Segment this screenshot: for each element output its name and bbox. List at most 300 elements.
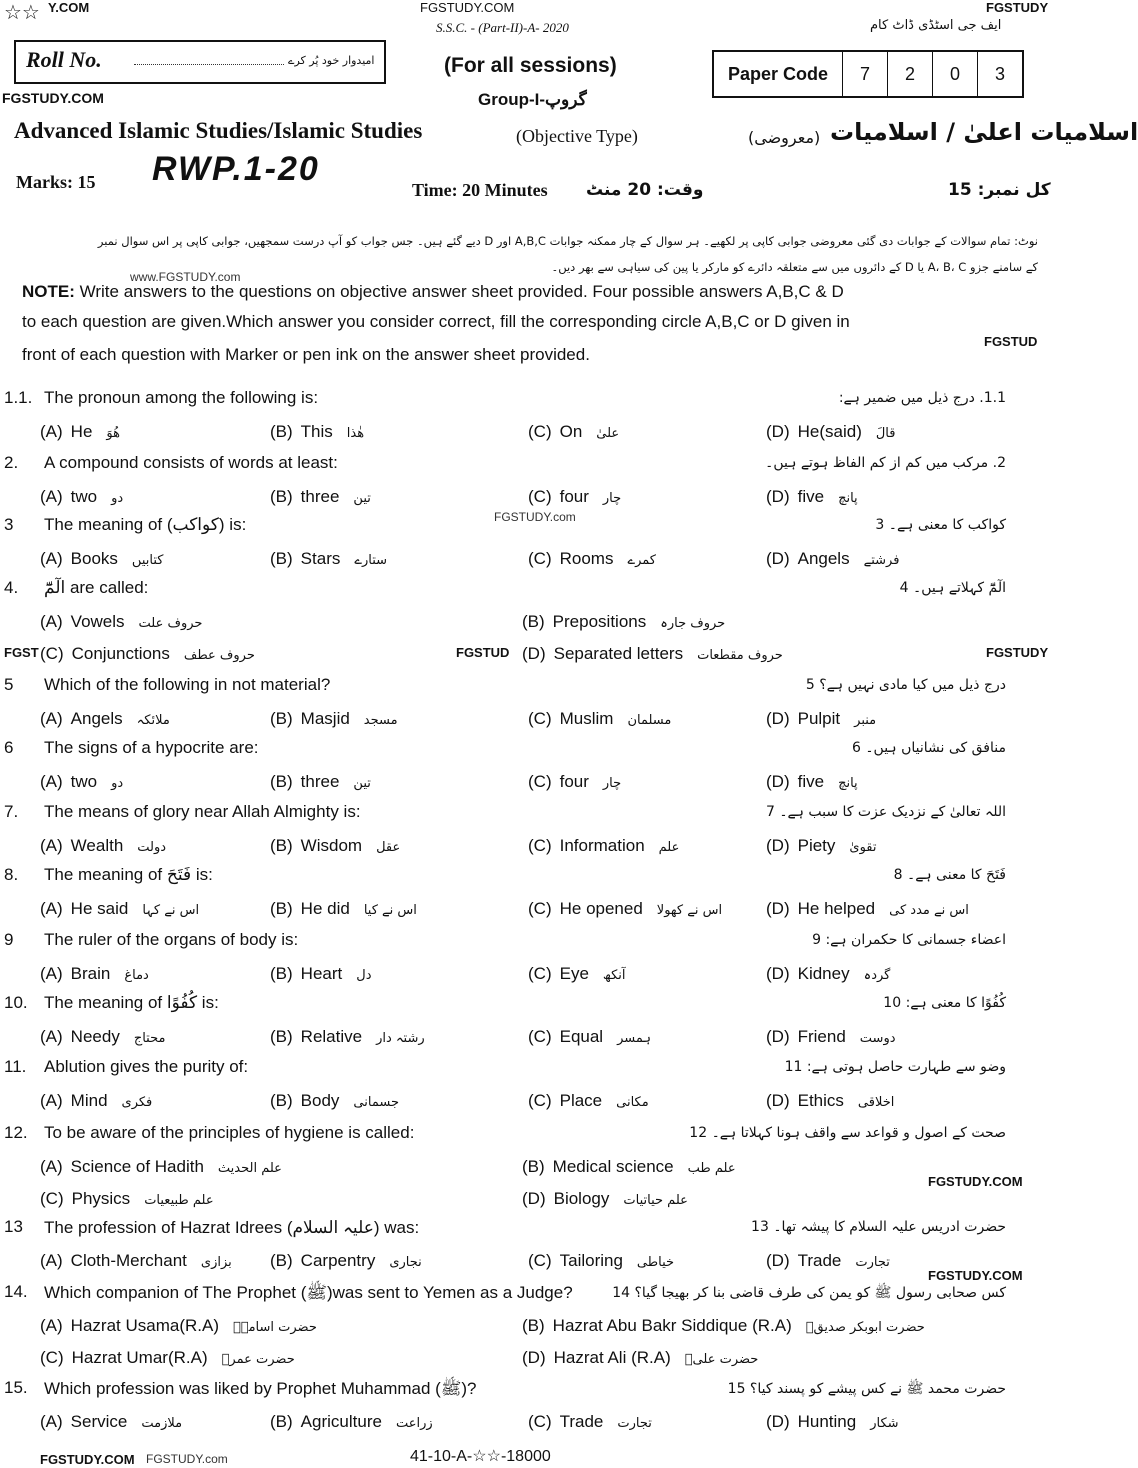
option-text: Carpentry bbox=[300, 1251, 376, 1270]
question-urdu: وضو سے طہارت حاصل ہوتی ہے: 11 bbox=[784, 1059, 1006, 1075]
question-text: The means of glory near Allah Almighty is: bbox=[44, 802, 361, 821]
option-b[interactable] bbox=[270, 772, 371, 792]
option-text: Service bbox=[70, 1412, 128, 1431]
option-text: Ethics bbox=[797, 1091, 844, 1110]
option-text: three bbox=[300, 487, 340, 506]
option-urdu: اس نے کیا bbox=[363, 903, 417, 918]
option-urdu: دو bbox=[111, 776, 124, 791]
option-d[interactable] bbox=[522, 1348, 758, 1368]
time: Time: 20 Minutes bbox=[412, 180, 548, 200]
option-urdu: حضرت عمرؓ bbox=[221, 1352, 295, 1367]
option-label: (D) bbox=[766, 772, 790, 791]
option-urdu: تقویٰ bbox=[849, 840, 877, 855]
option-a[interactable] bbox=[40, 422, 120, 442]
question-number: 4. bbox=[4, 578, 19, 597]
option-a[interactable] bbox=[40, 1091, 152, 1111]
roll-urdu: امیدوار خود پُر کرے bbox=[288, 54, 375, 67]
option-c[interactable] bbox=[40, 644, 255, 664]
option-urdu: تین bbox=[353, 491, 371, 506]
question-text: The signs of a hypocrite are: bbox=[44, 738, 259, 757]
option-text: He(said) bbox=[797, 422, 862, 441]
notice-urdu-1: نوٹ: تمام سوالات کے جوابات دی گئی معروضی جوابی کاپی پر لکھیے۔ ہر سوال کے چار ممکنہ جوابات A,B,C اور D دیے گئے ہیں۔ جس جواب کو آپ درست سمجھیں، جوابی کاپی پر اس سوال نمبر bbox=[97, 234, 1038, 248]
option-c[interactable] bbox=[40, 1189, 214, 1209]
watermark-notice: www.FGSTUDY.com bbox=[130, 270, 241, 284]
question-number: 5 bbox=[4, 675, 14, 694]
option-d[interactable] bbox=[766, 709, 876, 729]
roll-blank[interactable] bbox=[134, 64, 284, 65]
option-text: Hazrat Ali (R.A) bbox=[553, 1348, 671, 1367]
option-text: Trade bbox=[797, 1251, 842, 1270]
option-text: five bbox=[797, 487, 825, 506]
option-b[interactable] bbox=[270, 709, 398, 729]
paper-title: Advanced Islamic Studies/Islamic Studies bbox=[14, 118, 423, 143]
option-text: Hazrat Umar(R.A) bbox=[71, 1348, 208, 1367]
option-label: (A) bbox=[40, 1316, 63, 1335]
option-label: (A) bbox=[40, 1091, 63, 1110]
option-c[interactable] bbox=[528, 899, 722, 919]
option-urdu: دل bbox=[356, 968, 372, 983]
option-urdu: دماغ bbox=[124, 968, 149, 983]
watermark-right-notice: FGSTUD bbox=[984, 334, 1038, 349]
option-label: (A) bbox=[40, 964, 63, 983]
option-urdu: منبر bbox=[854, 713, 877, 728]
option-d[interactable] bbox=[522, 1189, 688, 1209]
option-urdu: پانچ bbox=[838, 776, 858, 791]
option-label: (B) bbox=[270, 709, 293, 728]
option-text: two bbox=[70, 772, 98, 791]
option-label: (C) bbox=[528, 1412, 552, 1431]
option-urdu: عقل bbox=[376, 840, 401, 855]
option-text: Trade bbox=[559, 1412, 604, 1431]
option-c[interactable] bbox=[528, 549, 656, 569]
question-text: الٓمّٓ are called: bbox=[44, 578, 149, 597]
option-urdu: حروف مقطعات bbox=[697, 648, 783, 663]
option-text: four bbox=[559, 772, 589, 791]
watermark-top-center: FGSTUDY.COM bbox=[420, 0, 515, 15]
question-text: Which companion of The Prophet (ﷺ)was sent to Yemen as a Judge? bbox=[44, 1283, 573, 1302]
option-label: (A) bbox=[40, 1027, 63, 1046]
option-urdu: علم طب bbox=[687, 1161, 736, 1176]
option-label: (B) bbox=[270, 772, 293, 791]
option-label: (B) bbox=[270, 1412, 293, 1431]
option-a[interactable] bbox=[40, 612, 202, 632]
question-number: 14. bbox=[4, 1282, 28, 1301]
option-d[interactable] bbox=[766, 487, 858, 507]
option-c[interactable] bbox=[528, 1412, 652, 1432]
option-text: Piety bbox=[797, 836, 836, 855]
question-urdu: کس صحابی رسول ﷺ کو یمن کی طرف قاضی بنا کر بھیجا گیا؟ 14 bbox=[612, 1285, 1006, 1301]
option-c[interactable] bbox=[528, 709, 671, 729]
urdu-title: اسلامیات اعلیٰ / اسلامیات bbox=[830, 118, 1138, 146]
watermark-right-q12: FGSTUDY.COM bbox=[928, 1174, 1023, 1189]
option-label: (A) bbox=[40, 899, 63, 918]
option-urdu: رشتہ دار bbox=[376, 1031, 425, 1046]
option-c[interactable] bbox=[528, 487, 621, 507]
question-text: The pronoun among the following is: bbox=[44, 388, 319, 407]
option-text: Eye bbox=[559, 964, 589, 983]
option-label: (D) bbox=[766, 1027, 790, 1046]
option-c[interactable] bbox=[528, 964, 626, 984]
option-d[interactable] bbox=[766, 772, 858, 792]
option-label: (D) bbox=[766, 899, 790, 918]
option-c[interactable] bbox=[528, 772, 621, 792]
watermark-bottom-center: FGSTUDY.com bbox=[146, 1452, 228, 1466]
option-a[interactable] bbox=[40, 1316, 317, 1336]
question-number: 7. bbox=[4, 802, 19, 821]
option-urdu: ستارے bbox=[354, 553, 388, 568]
option-label: (D) bbox=[766, 836, 790, 855]
option-d[interactable] bbox=[766, 1027, 896, 1047]
question-urdu: کواکب کا معنی ہے۔ 3 bbox=[875, 517, 1006, 533]
option-text: Information bbox=[559, 836, 645, 855]
option-label: (C) bbox=[528, 1091, 552, 1110]
question-number: 9 bbox=[4, 930, 14, 949]
option-a[interactable] bbox=[40, 1027, 165, 1047]
option-urdu: خیاطی bbox=[636, 1255, 675, 1270]
option-b[interactable] bbox=[522, 1157, 736, 1177]
option-b[interactable] bbox=[522, 1316, 925, 1336]
option-c[interactable] bbox=[528, 1027, 651, 1047]
option-urdu: علم حیاتیات bbox=[623, 1193, 688, 1208]
option-urdu: حضرت علیؓ bbox=[684, 1352, 759, 1367]
question-number: 1.1. bbox=[4, 388, 33, 407]
option-text: Medical science bbox=[552, 1157, 674, 1176]
question-text: The meaning of فَتَحَ is: bbox=[44, 865, 213, 884]
option-urdu: مکانی bbox=[616, 1095, 649, 1110]
option-label: (B) bbox=[522, 1316, 545, 1335]
option-urdu: ہمسر bbox=[617, 1031, 651, 1046]
exam-label: S.S.C. - (Part-II)-A- 2020 bbox=[436, 20, 569, 35]
option-b[interactable] bbox=[270, 1251, 422, 1271]
option-a[interactable] bbox=[40, 964, 149, 984]
option-text: three bbox=[300, 772, 340, 791]
option-b[interactable] bbox=[270, 1091, 399, 1111]
option-text: Place bbox=[559, 1091, 603, 1110]
option-b[interactable] bbox=[270, 1412, 433, 1432]
question-urdu: فَتَحَ کا معنی ہے۔ 8 bbox=[893, 867, 1006, 883]
option-d[interactable] bbox=[766, 1091, 894, 1111]
watermark-center-q4: FGSTUD bbox=[456, 645, 510, 660]
option-text: Hazrat Usama(R.A) bbox=[70, 1316, 219, 1335]
option-urdu: چار bbox=[602, 491, 622, 506]
question-text: Which profession was liked by Prophet Muhammad (ﷺ)? bbox=[44, 1379, 477, 1398]
option-b[interactable] bbox=[270, 899, 417, 919]
option-text: Relative bbox=[300, 1027, 363, 1046]
paper-code-digit: 3 bbox=[977, 52, 1022, 96]
question-urdu: کُفُوًا کا معنی ہے: 10 bbox=[883, 995, 1006, 1011]
question-text: Ablution gives the purity of: bbox=[44, 1057, 249, 1076]
option-a[interactable] bbox=[40, 709, 170, 729]
paper-code-digit: 2 bbox=[887, 52, 932, 96]
option-text: Heart bbox=[300, 964, 343, 983]
option-label: (C) bbox=[528, 1027, 552, 1046]
option-label: (A) bbox=[40, 549, 63, 568]
option-label: (A) bbox=[40, 487, 63, 506]
option-text: Pulpit bbox=[797, 709, 841, 728]
question-text: The ruler of the organs of body is: bbox=[44, 930, 299, 949]
watermark-top-right: FGSTUDY bbox=[986, 0, 1049, 15]
option-a[interactable] bbox=[40, 1251, 232, 1271]
option-text: Rooms bbox=[559, 549, 614, 568]
watermark-left: FGSTUDY.COM bbox=[2, 90, 104, 106]
option-b[interactable] bbox=[270, 487, 371, 507]
option-b[interactable] bbox=[270, 836, 400, 856]
option-label: (A) bbox=[40, 836, 63, 855]
question-text: The meaning of کُفُوًا is: bbox=[44, 993, 219, 1012]
paper-code-digit: 7 bbox=[842, 52, 887, 96]
option-urdu: حروف علت bbox=[138, 616, 203, 631]
question-urdu: درج ذیل میں کیا مادی نہیں ہے؟ 5 bbox=[805, 677, 1006, 693]
option-c[interactable] bbox=[528, 836, 679, 856]
watermark-center-q3: FGSTUDY.com bbox=[494, 510, 576, 524]
question-text: The meaning of (کواکب) is: bbox=[44, 515, 247, 534]
option-urdu: ھُوَ bbox=[106, 426, 120, 441]
question-urdu: منافق کی نشانیاں ہیں۔ 6 bbox=[851, 740, 1006, 756]
option-urdu: شکار bbox=[870, 1416, 899, 1431]
option-urdu: اس نے کہا bbox=[142, 903, 200, 918]
option-urdu: قالَ bbox=[875, 426, 896, 441]
option-d[interactable] bbox=[766, 964, 890, 984]
option-text: Needy bbox=[70, 1027, 120, 1046]
option-text: This bbox=[300, 422, 333, 441]
option-a[interactable] bbox=[40, 1157, 282, 1177]
option-urdu: حروف عطف bbox=[183, 648, 255, 663]
notice-line-2: to each question are given.Which answer you consider correct, fill the corresponding circle A,B,C or D given in bbox=[22, 312, 850, 331]
option-urdu: حروف جارہ bbox=[660, 616, 726, 631]
option-label: (C) bbox=[528, 549, 552, 568]
option-label: (C) bbox=[528, 836, 552, 855]
option-urdu: مسلمان bbox=[627, 713, 672, 728]
stars: ☆☆ bbox=[4, 2, 40, 24]
option-label: (A) bbox=[40, 1251, 63, 1270]
watermark-left-q4: FGST bbox=[4, 645, 39, 660]
option-urdu: مسجد bbox=[363, 713, 398, 728]
option-text: Muslim bbox=[559, 709, 614, 728]
option-text: Hazrat Abu Bakr Siddique (R.A) bbox=[552, 1316, 792, 1335]
option-label: (B) bbox=[270, 487, 293, 506]
question-number: 3 bbox=[4, 515, 14, 534]
option-c[interactable] bbox=[528, 422, 619, 442]
notice-line-1: NOTE: Write answers to the questions on objective answer sheet provided. Four possible answers A,B,C & D bbox=[22, 282, 844, 301]
roll-label: Roll No. bbox=[26, 47, 102, 72]
option-label: (B) bbox=[270, 964, 293, 983]
question-urdu: اعضاء جسمانی کا حکمران ہے: 9 bbox=[812, 932, 1006, 948]
option-b[interactable] bbox=[270, 422, 364, 442]
option-text: Mind bbox=[70, 1091, 108, 1110]
option-label: (C) bbox=[40, 1348, 64, 1367]
watermark-right-q13: FGSTUDY.COM bbox=[928, 1268, 1023, 1283]
option-text: Angels bbox=[70, 709, 123, 728]
option-d[interactable] bbox=[766, 836, 877, 856]
option-label: (A) bbox=[40, 772, 63, 791]
watermark-top-left: Y.COM bbox=[48, 0, 90, 15]
question-number: 13 bbox=[4, 1217, 23, 1236]
option-label: (B) bbox=[522, 612, 545, 631]
option-urdu: ملازمت bbox=[141, 1416, 183, 1431]
option-a[interactable] bbox=[40, 772, 123, 792]
option-text: On bbox=[559, 422, 583, 441]
option-text: Wisdom bbox=[300, 836, 363, 855]
option-urdu: فکری bbox=[121, 1095, 153, 1110]
option-label: (B) bbox=[270, 1027, 293, 1046]
question-text: A compound consists of words at least: bbox=[44, 453, 338, 472]
option-urdu: علم الحدیث bbox=[217, 1161, 282, 1176]
option-urdu: ملائکہ bbox=[136, 713, 170, 728]
option-urdu: زراعت bbox=[395, 1416, 433, 1431]
option-text: Conjunctions bbox=[71, 644, 170, 663]
option-urdu: جسمانی bbox=[353, 1095, 399, 1110]
option-d[interactable] bbox=[766, 1412, 899, 1432]
option-label: (A) bbox=[40, 1412, 63, 1431]
option-a[interactable] bbox=[40, 836, 166, 856]
option-text: Kidney bbox=[797, 964, 850, 983]
option-label: (C) bbox=[528, 964, 552, 983]
option-label: (D) bbox=[522, 1189, 546, 1208]
question-text: The profession of Hazrat Idrees (علیہ السلام) was: bbox=[44, 1218, 420, 1237]
option-label: (C) bbox=[40, 1189, 64, 1208]
option-label: (B) bbox=[270, 899, 293, 918]
option-text: Body bbox=[300, 1091, 340, 1110]
marks: Marks: 15 bbox=[16, 172, 96, 192]
option-urdu: نجاری bbox=[389, 1255, 422, 1270]
question-number: 15. bbox=[4, 1378, 28, 1397]
question-urdu: حضرت ادریس علیہ السلام کا پیشہ تھا۔ 13 bbox=[751, 1219, 1006, 1235]
option-urdu: اس نے مدد کی bbox=[889, 903, 969, 918]
option-text: Cloth-Merchant bbox=[70, 1251, 187, 1270]
option-label: (B) bbox=[270, 1091, 293, 1110]
option-d[interactable] bbox=[766, 1251, 890, 1271]
option-d[interactable] bbox=[766, 899, 969, 919]
option-label: (D) bbox=[766, 964, 790, 983]
question-number: 12. bbox=[4, 1123, 28, 1142]
option-label: (C) bbox=[40, 644, 64, 663]
handwritten-code: RWP.1-20 bbox=[152, 150, 320, 188]
sessions: (For all sessions) bbox=[444, 54, 617, 77]
option-b[interactable] bbox=[522, 612, 725, 632]
option-text: He helped bbox=[797, 899, 876, 918]
option-urdu: بزازی bbox=[200, 1255, 232, 1270]
option-label: (C) bbox=[528, 772, 552, 791]
option-label: (D) bbox=[766, 1412, 790, 1431]
option-urdu: کتابیں bbox=[131, 553, 164, 568]
option-text: Equal bbox=[559, 1027, 604, 1046]
question-urdu: اللہ تعالیٰ کے نزدیک عزت کا سبب ہے۔ 7 bbox=[765, 804, 1006, 820]
option-label: (D) bbox=[766, 1091, 790, 1110]
option-text: Tailoring bbox=[559, 1251, 623, 1270]
option-label: (C) bbox=[528, 709, 552, 728]
option-label: (D) bbox=[766, 1251, 790, 1270]
paper-code bbox=[712, 50, 1024, 98]
option-urdu: پانچ bbox=[838, 491, 858, 506]
option-urdu: تین bbox=[353, 776, 371, 791]
option-urdu: دو bbox=[111, 491, 124, 506]
option-label: (B) bbox=[270, 549, 293, 568]
option-text: Hunting bbox=[797, 1412, 857, 1431]
paper-code-digit: 0 bbox=[932, 52, 977, 96]
question-urdu: حضرت محمد ﷺ نے کس پیشے کو پسند کیا؟ 15 bbox=[727, 1381, 1006, 1397]
option-text: Stars bbox=[300, 549, 341, 568]
option-urdu: اس نے کھولا bbox=[656, 903, 723, 918]
question-number: 2. bbox=[4, 453, 19, 472]
option-text: Separated letters bbox=[553, 644, 684, 663]
group: Group-I-گروپ bbox=[478, 90, 587, 109]
option-label: (D) bbox=[766, 487, 790, 506]
option-urdu: دوست bbox=[859, 1031, 896, 1046]
option-text: He bbox=[70, 422, 93, 441]
option-a[interactable] bbox=[40, 1412, 182, 1432]
option-d[interactable] bbox=[766, 422, 895, 442]
option-text: He did bbox=[300, 899, 350, 918]
question-urdu: 2. مرکب میں کم از کم الفاظ ہوتے ہیں۔ bbox=[765, 455, 1006, 471]
option-label: (A) bbox=[40, 422, 63, 441]
option-label: (B) bbox=[270, 836, 293, 855]
footer-code: 41-10-A-☆☆-18000 bbox=[410, 1448, 551, 1465]
option-c[interactable] bbox=[528, 1091, 649, 1111]
option-urdu: دولت bbox=[137, 840, 167, 855]
option-text: Angels bbox=[797, 549, 850, 568]
option-b[interactable] bbox=[270, 549, 387, 569]
option-text: Friend bbox=[797, 1027, 846, 1046]
option-d[interactable] bbox=[766, 549, 899, 569]
question-urdu: الٓمّٓ کہلاتے ہیں۔ 4 bbox=[899, 580, 1006, 596]
time-urdu: وقت: 20 منٹ bbox=[586, 180, 704, 200]
notice-urdu-2: کے سامنے جزو A، B، C یا D کے دائروں میں سے متعلقہ دائرے کو مارکر یا پین کی سیاہی سے بھر دیں۔ bbox=[551, 260, 1038, 274]
option-urdu: حضرت اسامہؓ bbox=[232, 1320, 317, 1335]
option-urdu: حضرت ابوبکر صدیقؓ bbox=[805, 1320, 925, 1335]
option-urdu: فرشتے bbox=[863, 553, 900, 568]
option-c[interactable] bbox=[40, 1348, 295, 1368]
question-text: Which of the following in not material? bbox=[44, 675, 331, 694]
option-text: He opened bbox=[559, 899, 643, 918]
option-text: Biology bbox=[553, 1189, 610, 1208]
option-label: (A) bbox=[40, 1157, 63, 1176]
option-label: (C) bbox=[528, 1251, 552, 1270]
watermark-bottom-left: FGSTUDY.COM bbox=[40, 1452, 135, 1467]
option-a[interactable] bbox=[40, 549, 163, 569]
option-a[interactable] bbox=[40, 487, 123, 507]
watermark-right-q4: FGSTUDY bbox=[986, 645, 1049, 660]
option-label: (B) bbox=[270, 1251, 293, 1270]
option-a[interactable] bbox=[40, 899, 199, 919]
option-label: (C) bbox=[528, 899, 552, 918]
option-urdu: تجارت bbox=[855, 1255, 890, 1270]
marks-urdu: کل نمبر: 15 bbox=[948, 180, 1051, 200]
option-d[interactable] bbox=[522, 644, 783, 664]
option-text: four bbox=[559, 487, 589, 506]
option-label: (B) bbox=[270, 422, 293, 441]
option-label: (A) bbox=[40, 709, 63, 728]
option-text: Wealth bbox=[70, 836, 124, 855]
option-urdu: محتاج bbox=[133, 1031, 166, 1046]
option-b[interactable] bbox=[270, 964, 371, 984]
question-text: To be aware of the principles of hygiene is called: bbox=[44, 1123, 415, 1142]
option-label: (B) bbox=[522, 1157, 545, 1176]
option-label: (D) bbox=[766, 422, 790, 441]
question-number: 10. bbox=[4, 993, 28, 1012]
notice-line-3: front of each question with Marker or pen ink on the answer sheet provided. bbox=[22, 345, 590, 364]
paper-code-label: Paper Code bbox=[728, 63, 829, 84]
option-urdu: علیٰ bbox=[596, 426, 620, 441]
option-b[interactable] bbox=[270, 1027, 425, 1047]
option-text: Prepositions bbox=[552, 612, 647, 631]
urdu-site: ایف جی اسٹڈی ڈاٹ کام bbox=[870, 18, 1002, 33]
option-urdu: آنکھ bbox=[602, 968, 626, 983]
urdu-type: (معروضی) bbox=[748, 128, 821, 147]
option-urdu: اخلاقی bbox=[857, 1095, 895, 1110]
option-c[interactable] bbox=[528, 1251, 674, 1271]
option-urdu: ھٰذا bbox=[346, 426, 365, 441]
question-number: 6 bbox=[4, 738, 14, 757]
